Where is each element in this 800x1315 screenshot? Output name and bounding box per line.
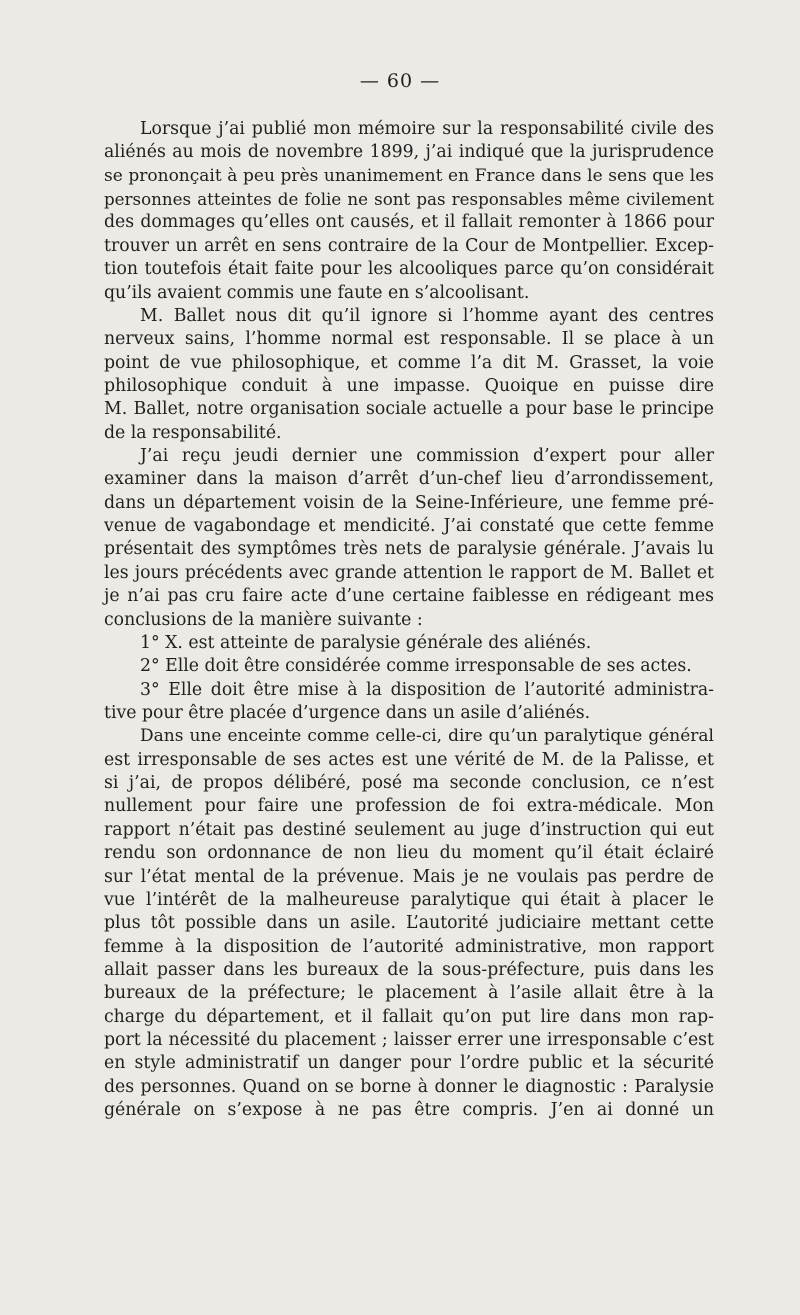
text-line: en style administratif un danger pour l’ordre public et la sécurité <box>104 1053 714 1074</box>
text-line: des dommages qu’elles ont causés, et il fallait remonter à 1866 pour <box>104 212 714 233</box>
page-number: — 60 — <box>359 70 441 92</box>
text-line: présentait des symptômes très nets de paralysie générale. J’avais lu <box>104 539 714 560</box>
text-line: Dans une enceinte comme celle-ci, dire qu’un paralytique général <box>140 726 714 747</box>
text-line: femme à la disposition de l’autorité administrative, mon rapport <box>104 936 714 957</box>
text-line: tive pour être placée d’urgence dans un asile d’aliénés. <box>104 702 591 723</box>
text-line: examiner dans la maison d’arrêt d’un-chef lieu d’arrondissement, <box>104 469 714 490</box>
text-line: nerveux sains, l’homme normal est responsable. Il se place à un <box>104 329 714 350</box>
text-line: M. Ballet nous dit qu’il ignore si l’homme ayant des centres <box>140 305 714 326</box>
text-line: trouver un arrêt en sens contraire de la Cour de Montpellier. Excep- <box>104 235 714 256</box>
text-line: aliénés au mois de novembre 1899, j’ai indiqué que la jurisprudence <box>104 142 714 163</box>
text-line: si j’ai, de propos délibéré, posé ma seconde conclusion, ce n’est <box>104 773 714 794</box>
text-line: port la nécessité du placement ; laisser errer une irresponsable c’est <box>104 1030 714 1051</box>
text-line: je n’ai pas cru faire acte d’une certaine faiblesse en rédigeant mes <box>104 586 714 607</box>
text-line: se prononçait à peu près unanimement en France dans le sens que les <box>104 165 714 186</box>
text-line: 2° Elle doit être considérée comme irresponsable de ses actes. <box>140 656 692 677</box>
text-line: tion toutefois était faite pour les alcooliques parce qu’on considérait <box>104 259 714 280</box>
text-line: rendu son ordonnance de non lieu du moment qu’il était éclairé <box>104 843 714 864</box>
text-line: allait passer dans les bureaux de la sous-préfecture, puis dans les <box>104 959 714 980</box>
text-line: sur l’état mental de la prévenue. Mais je ne voulais pas perdre de <box>104 866 714 887</box>
text-line: vue l’intérêt de la malheureuse paralytique qui était à placer le <box>104 889 714 910</box>
text-line: les jours précédents avec grande attention le rapport de M. Ballet et <box>104 562 714 583</box>
text-line: charge du département, et il fallait qu’on put lire dans mon rap- <box>104 1006 714 1027</box>
text-line: est irresponsable de ses actes est une vérité de M. de la Palisse, et <box>104 749 714 770</box>
text-line: de la responsabilité. <box>104 422 282 443</box>
text-line: philosophique conduit à une impasse. Quoique en puisse dire <box>104 375 714 396</box>
text-line: point de vue philosophique, et comme l’a dit M. Grasset, la voie <box>104 352 714 373</box>
text-line: personnes atteintes de folie ne sont pas responsables même civilement <box>104 189 714 210</box>
text-line: des personnes. Quand on se borne à donner le diagnostic : Paralysie <box>104 1076 714 1097</box>
text-line: plus tôt possible dans un asile. L’autorité judiciaire mettant cette <box>104 913 714 934</box>
text-line: 3° Elle doit être mise à la disposition de l’autorité administra- <box>140 679 714 700</box>
text-line: qu’ils avaient commis une faute en s’alcoolisant. <box>104 282 530 303</box>
text-line: M. Ballet, notre organisation sociale actuelle a pour base le principe <box>104 399 714 420</box>
text-line: venue de vagabondage et mendicité. J’ai constaté que cette femme <box>104 516 714 537</box>
page-body-text <box>104 118 714 1122</box>
text-line: conclusions de la manière suivante : <box>104 609 423 630</box>
text-line: dans un département voisin de la Seine-Inférieure, une femme pré- <box>104 492 714 513</box>
text-line: bureaux de la préfecture; le placement à l’asile allait être à la <box>104 983 714 1004</box>
text-line: nullement pour faire une profession de foi extra-médicale. Mon <box>104 796 714 817</box>
text-line: générale on s’expose à ne pas être compris. J’en ai donné un <box>104 1100 714 1121</box>
text-line: 1° X. est atteinte de paralysie générale des aliénés. <box>140 632 592 653</box>
text-line: J’ai reçu jeudi dernier une commission d’expert pour aller <box>140 446 714 467</box>
text-line: rapport n’était pas destiné seulement au juge d’instruction qui eut <box>104 819 714 840</box>
text-line: Lorsque j’ai publié mon mémoire sur la responsabilité civile des <box>140 119 714 139</box>
